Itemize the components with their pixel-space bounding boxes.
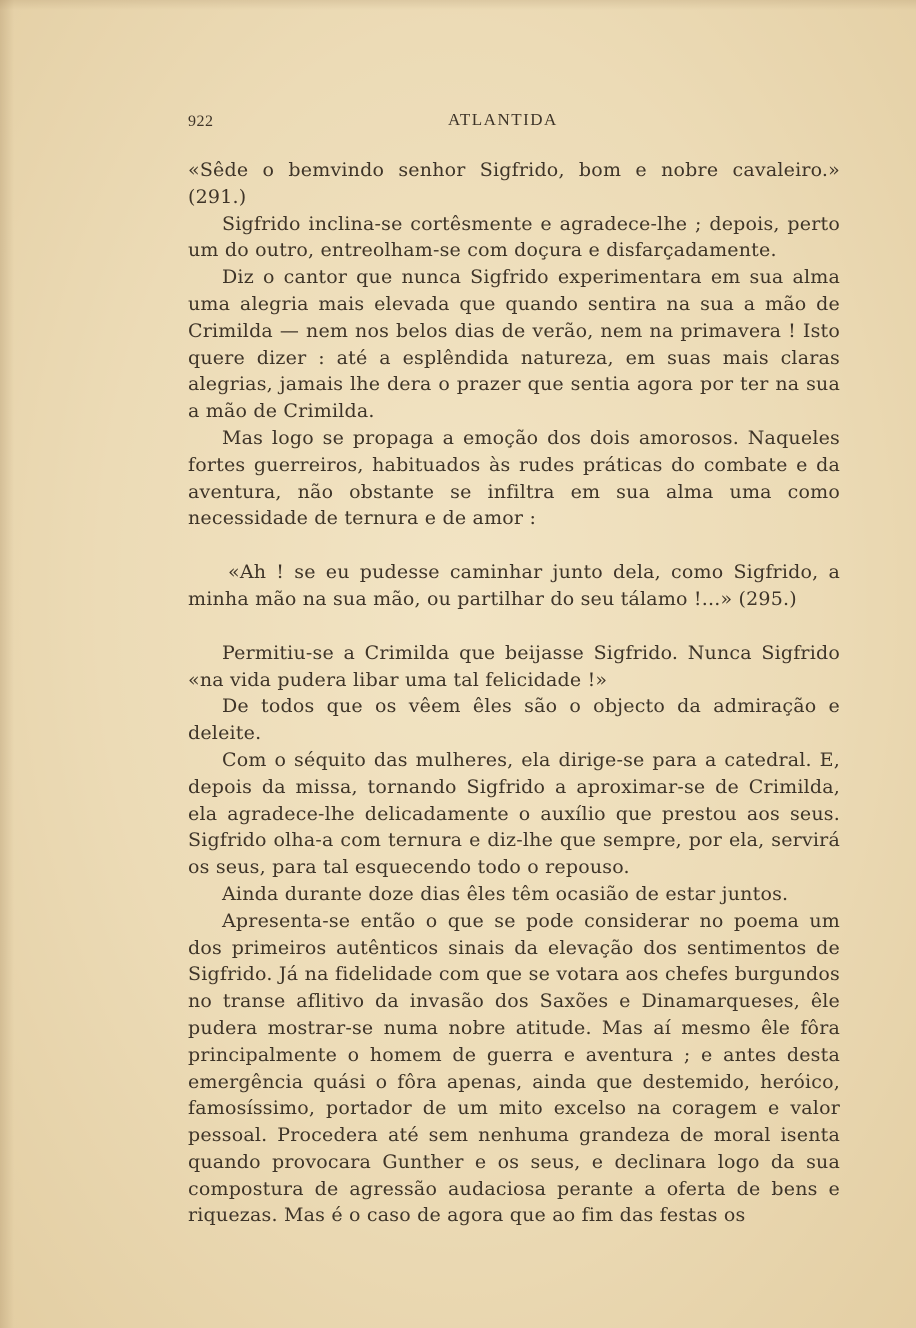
- block-quote: «Ah ! se eu pudesse caminhar junto dela, como Sigfrido, a minha mão na sua mão, ou partilhar do seu tálamo !...» (295.): [188, 561, 840, 610]
- paragraph: Com o séquito das mulheres, ela dirige-se para a catedral. E, depois da missa, tornando Sigfrido a aproximar-se de Crimilda, ela agradece-lhe delicadamente o auxílio que prestou aos seus. Sigfrido olha-a com ternura e diz-lhe que sempre, por ela, servirá os seus, para tal esquecendo todo o repouso.: [188, 748, 840, 879]
- paragraph: Ainda durante doze dias êles têm ocasião de estar juntos.: [222, 882, 789, 905]
- paragraph: Permitiu-se a Crimilda que beijasse Sigfrido. Nunca Sigfrido «na vida pudera libar uma tal felicidade !»: [188, 641, 840, 691]
- paragraph: De todos que os vêem êles são o objecto da admiração e deleite.: [188, 695, 840, 745]
- page-top-shadow: [0, 0, 916, 10]
- paragraph: Diz o cantor que nunca Sigfrido experimentara em sua alma uma alegria mais elevada que quando sentira na sua a mão de Crimilda — nem nos belos dias de verão, nem na primavera ! Isto quere dizer : até a esplêndida natureza, em suas mais claras alegrias, jamais lhe dera o prazer que sentia agora por ter na sua a mão de Crimilda.: [188, 266, 840, 423]
- paragraph: Sigfrido inclina-se cortêsmente e agradece-lhe ; depois, perto um do outro, entreolham-se com doçura e disfarçadamente.: [188, 212, 840, 262]
- running-head: ATLANTIDA: [448, 110, 558, 129]
- paragraph: Apresenta-se então o que se pode considerar no poema um dos primeiros autênticos sinais da elevação dos sentimentos de Sigfrido. Já na fidelidade com que se votara aos chefes burgundos no transe aflitivo da invasão dos Saxões e Dinamarqueses, êle pudera mostrar-se numa nobre atitude. Mas aí mesmo êle fôra principalmente o homem de guerra e aventura ; e antes desta emergência quási o fôra apenas, ainda que destemido, heróico, famosíssimo, portador de um mito excelso na coragem e valor pessoal. Procedera até sem nenhuma grandeza de moral isenta quando provocara Gunther e os seus, e declinara logo da sua compostura de agressão audaciosa perante a oferta de bens e riquezas. Mas é o caso de agora que ao fim das festas os: [188, 909, 840, 1227]
- page-edge-shadow: [0, 0, 14, 1328]
- body-text: [188, 157, 840, 1229]
- paragraph: «Sêde o bemvindo senhor Sigfrido, bom e nobre cavaleiro.» (291.): [188, 159, 840, 208]
- page-number: 922: [188, 113, 214, 130]
- paragraph: Mas logo se propaga a emoção dos dois amorosos. Naqueles fortes guerreiros, habituados às rudes práticas do combate e da aventura, não obstante se infiltra em sua alma uma como necessidade de ternura e de amor :: [188, 426, 840, 530]
